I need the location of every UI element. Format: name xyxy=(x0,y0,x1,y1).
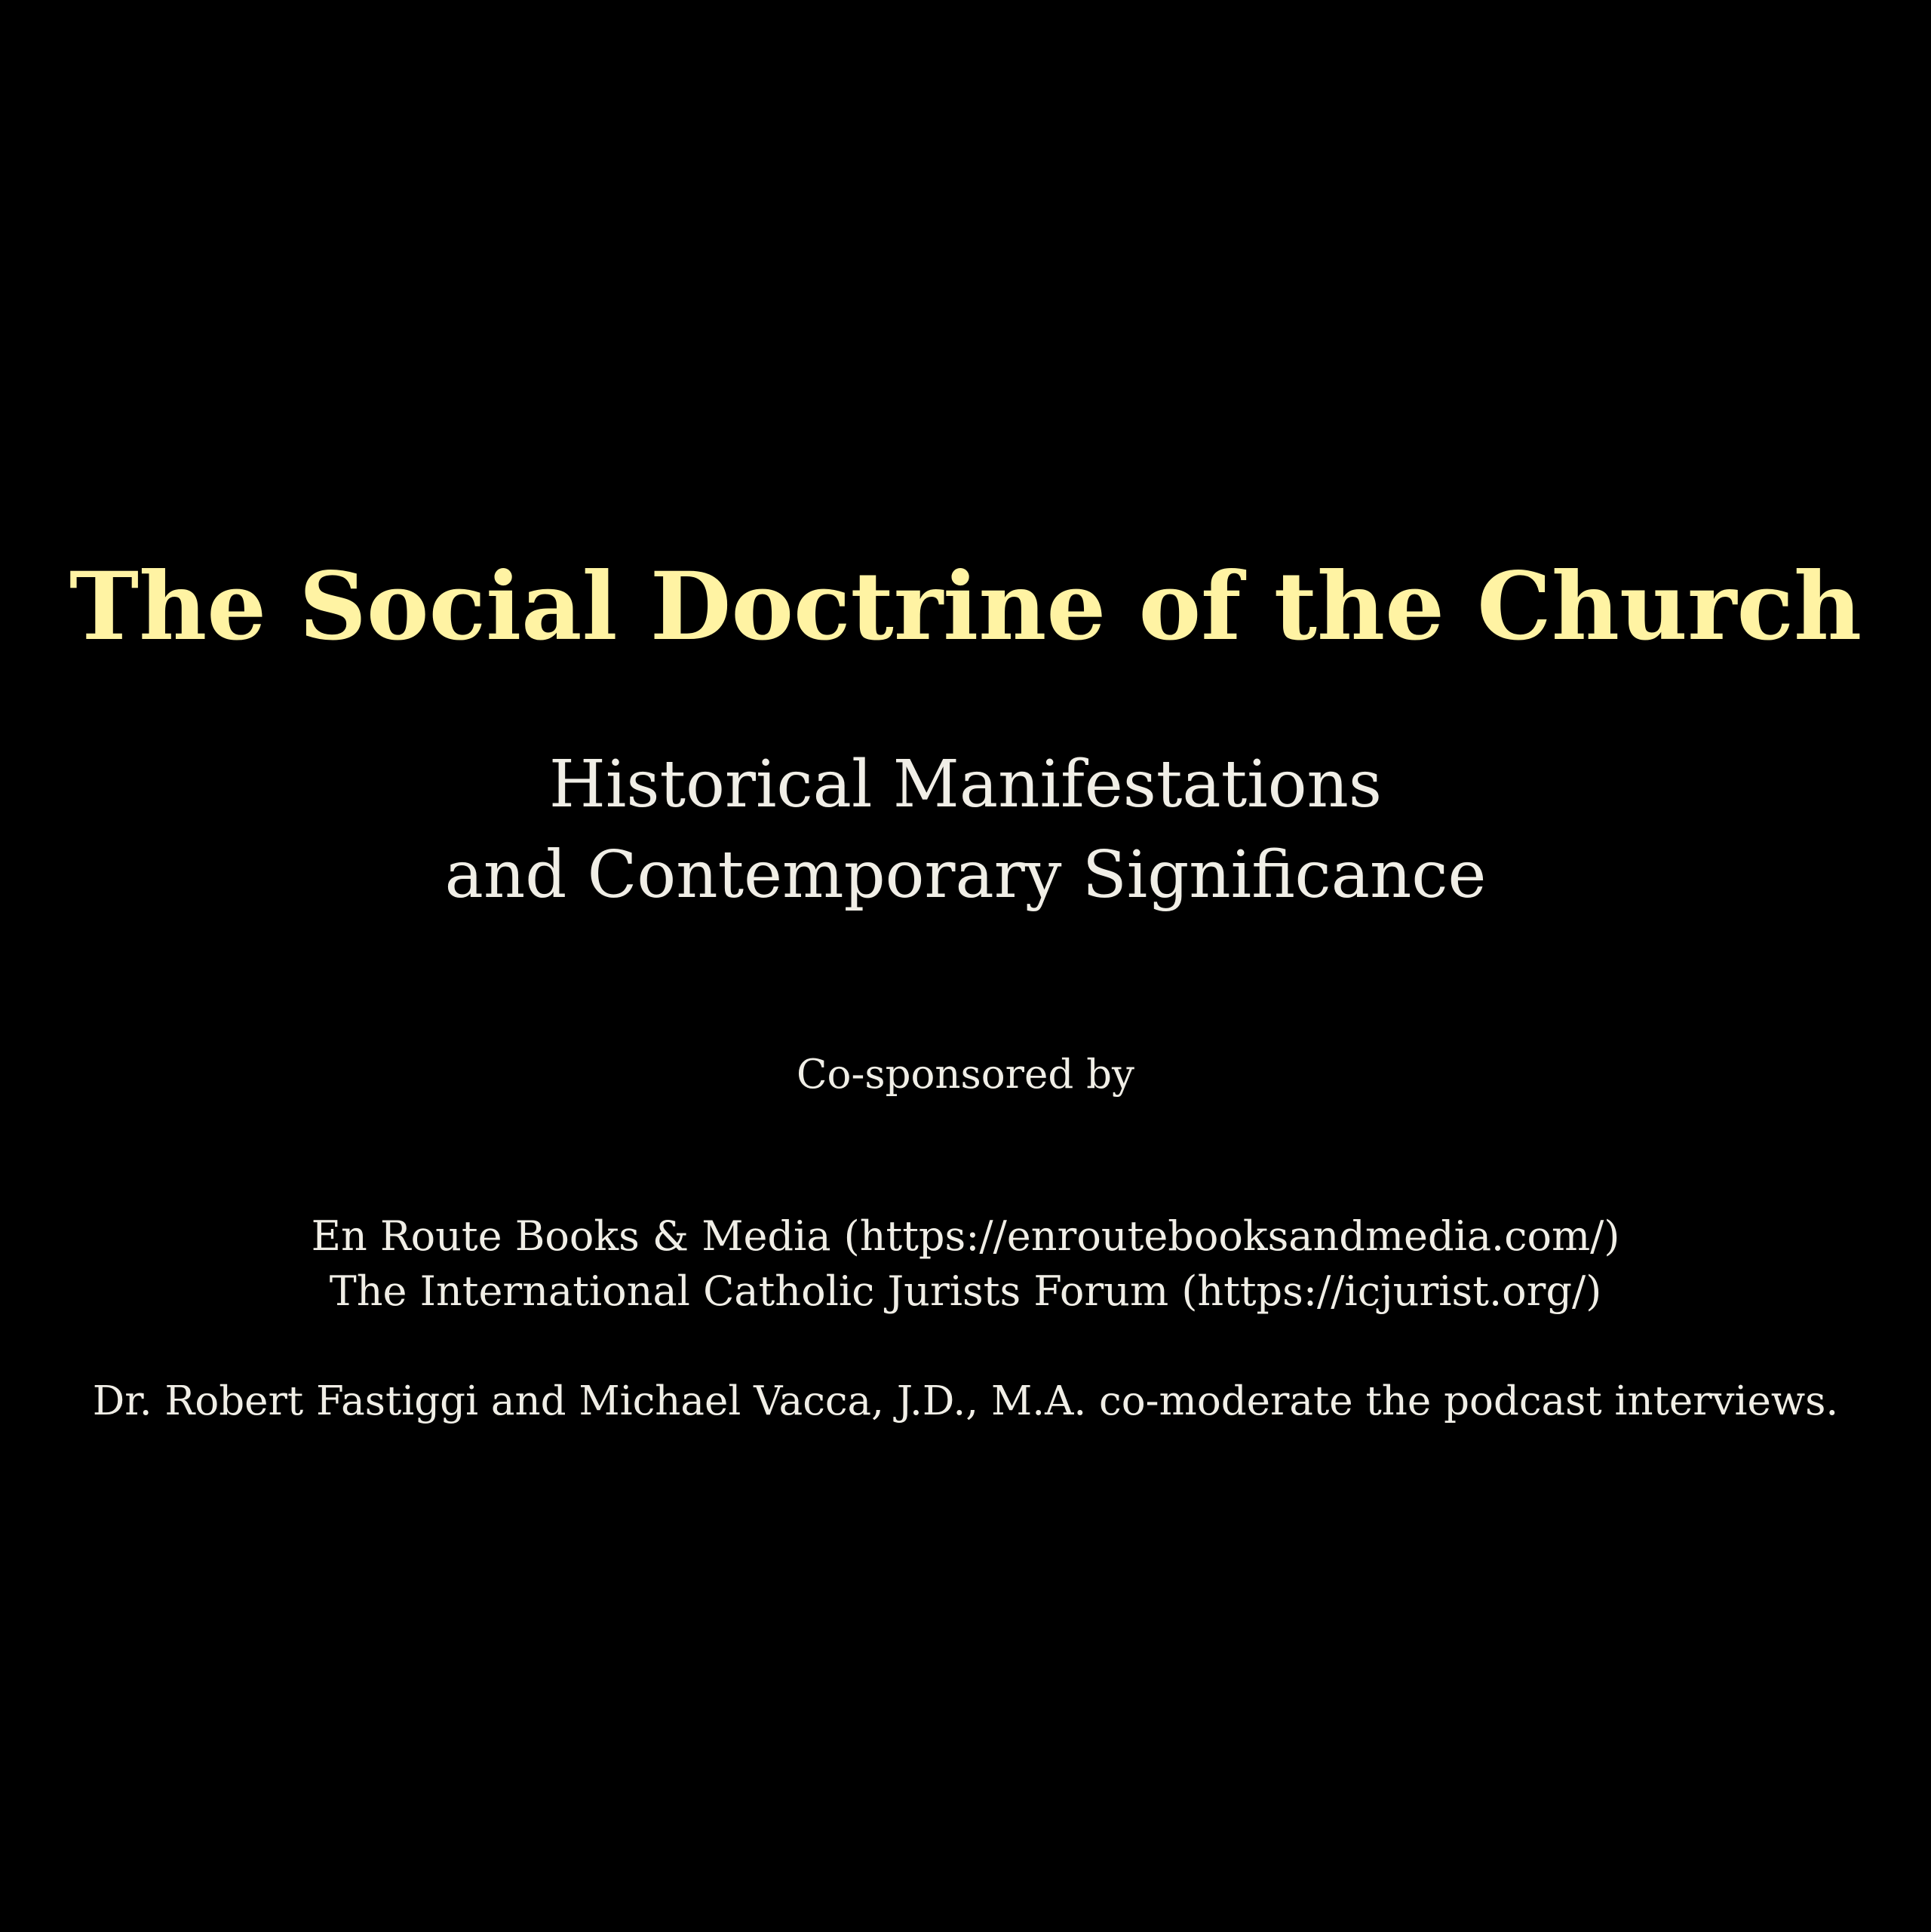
moderators-note: Dr. Robert Fastiggi and Michael Vacca, J.D., M.A. co-moderate the podcast interviews. xyxy=(92,1378,1839,1424)
slide-title: The Social Doctrine of the Church xyxy=(69,552,1862,662)
cosponsored-label: Co-sponsored by xyxy=(797,1052,1134,1098)
subtitle-line-1: Historical Manifestations xyxy=(548,747,1383,822)
sponsor-en-route-books: En Route Books & Media (https://enroutebooksandmedia.com/) xyxy=(311,1212,1620,1260)
sponsor-catholic-jurists-forum: The International Catholic Jurists Forum (https://icjurist.org/) xyxy=(329,1267,1602,1315)
subtitle-line-2: and Contemporary Significance xyxy=(444,837,1487,913)
